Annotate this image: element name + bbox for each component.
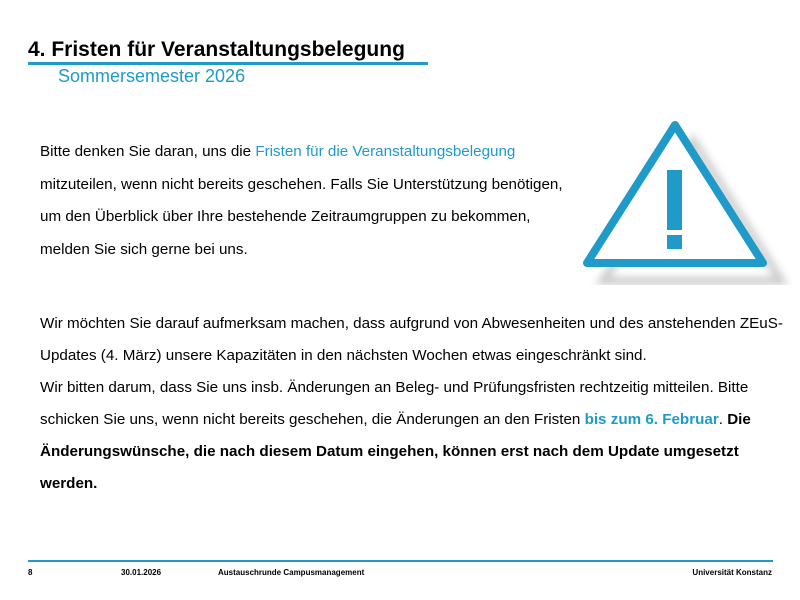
page-number: 8 (28, 568, 33, 577)
text: . (718, 411, 728, 428)
bold-text: Die Änderungswünsche, die nach diesem Datum eingehen, können erst nach dem Update umgesetzt werden. (40, 411, 751, 492)
footer-org: Universität Konstanz (692, 568, 772, 577)
highlight-text: Fristen für die Veranstaltungsbelegung (255, 143, 516, 160)
text: Wir bitten darum, dass Sie uns insb. Änderungen an Beleg- und Prüfungsfristen rechtzeitig mitteilen. Bitte schicken Sie uns, wenn nicht bereits geschehen, die Änderungen an den Fristen (40, 379, 749, 428)
title-underline (28, 62, 428, 65)
text: mitzuteilen, wenn nicht bereits geschehen. Falls Sie Unterstützung benötigen, um den Überblick über Ihre bestehende Zeitraumgruppen zu bekommen, melden Sie sich gerne bei uns. (40, 175, 563, 258)
warning-icon (575, 115, 795, 285)
footer-rule (28, 560, 773, 562)
intro-paragraph (40, 136, 580, 266)
notice-paragraph (40, 308, 790, 500)
page-subtitle: Sommersemester 2026 (58, 66, 246, 86)
page-title: 4. Fristen für Veranstaltungsbelegung (28, 38, 405, 61)
footer-event: Austauschrunde Campusmanagement (218, 568, 365, 577)
deadline-text (40, 372, 790, 500)
deadline-highlight: bis zum 6. Februar (584, 411, 719, 428)
footer-date: 30.01.2026 (121, 568, 162, 577)
text: Wir möchten Sie darauf aufmerksam machen, dass aufgrund von Abwesenheiten und des anstehenden ZEuS-Updates (4. März) unsere Kapazitäten in den nächsten Wochen etwas eingeschränkt sind. (40, 315, 783, 364)
text: Bitte denken Sie daran, uns die (40, 143, 256, 160)
